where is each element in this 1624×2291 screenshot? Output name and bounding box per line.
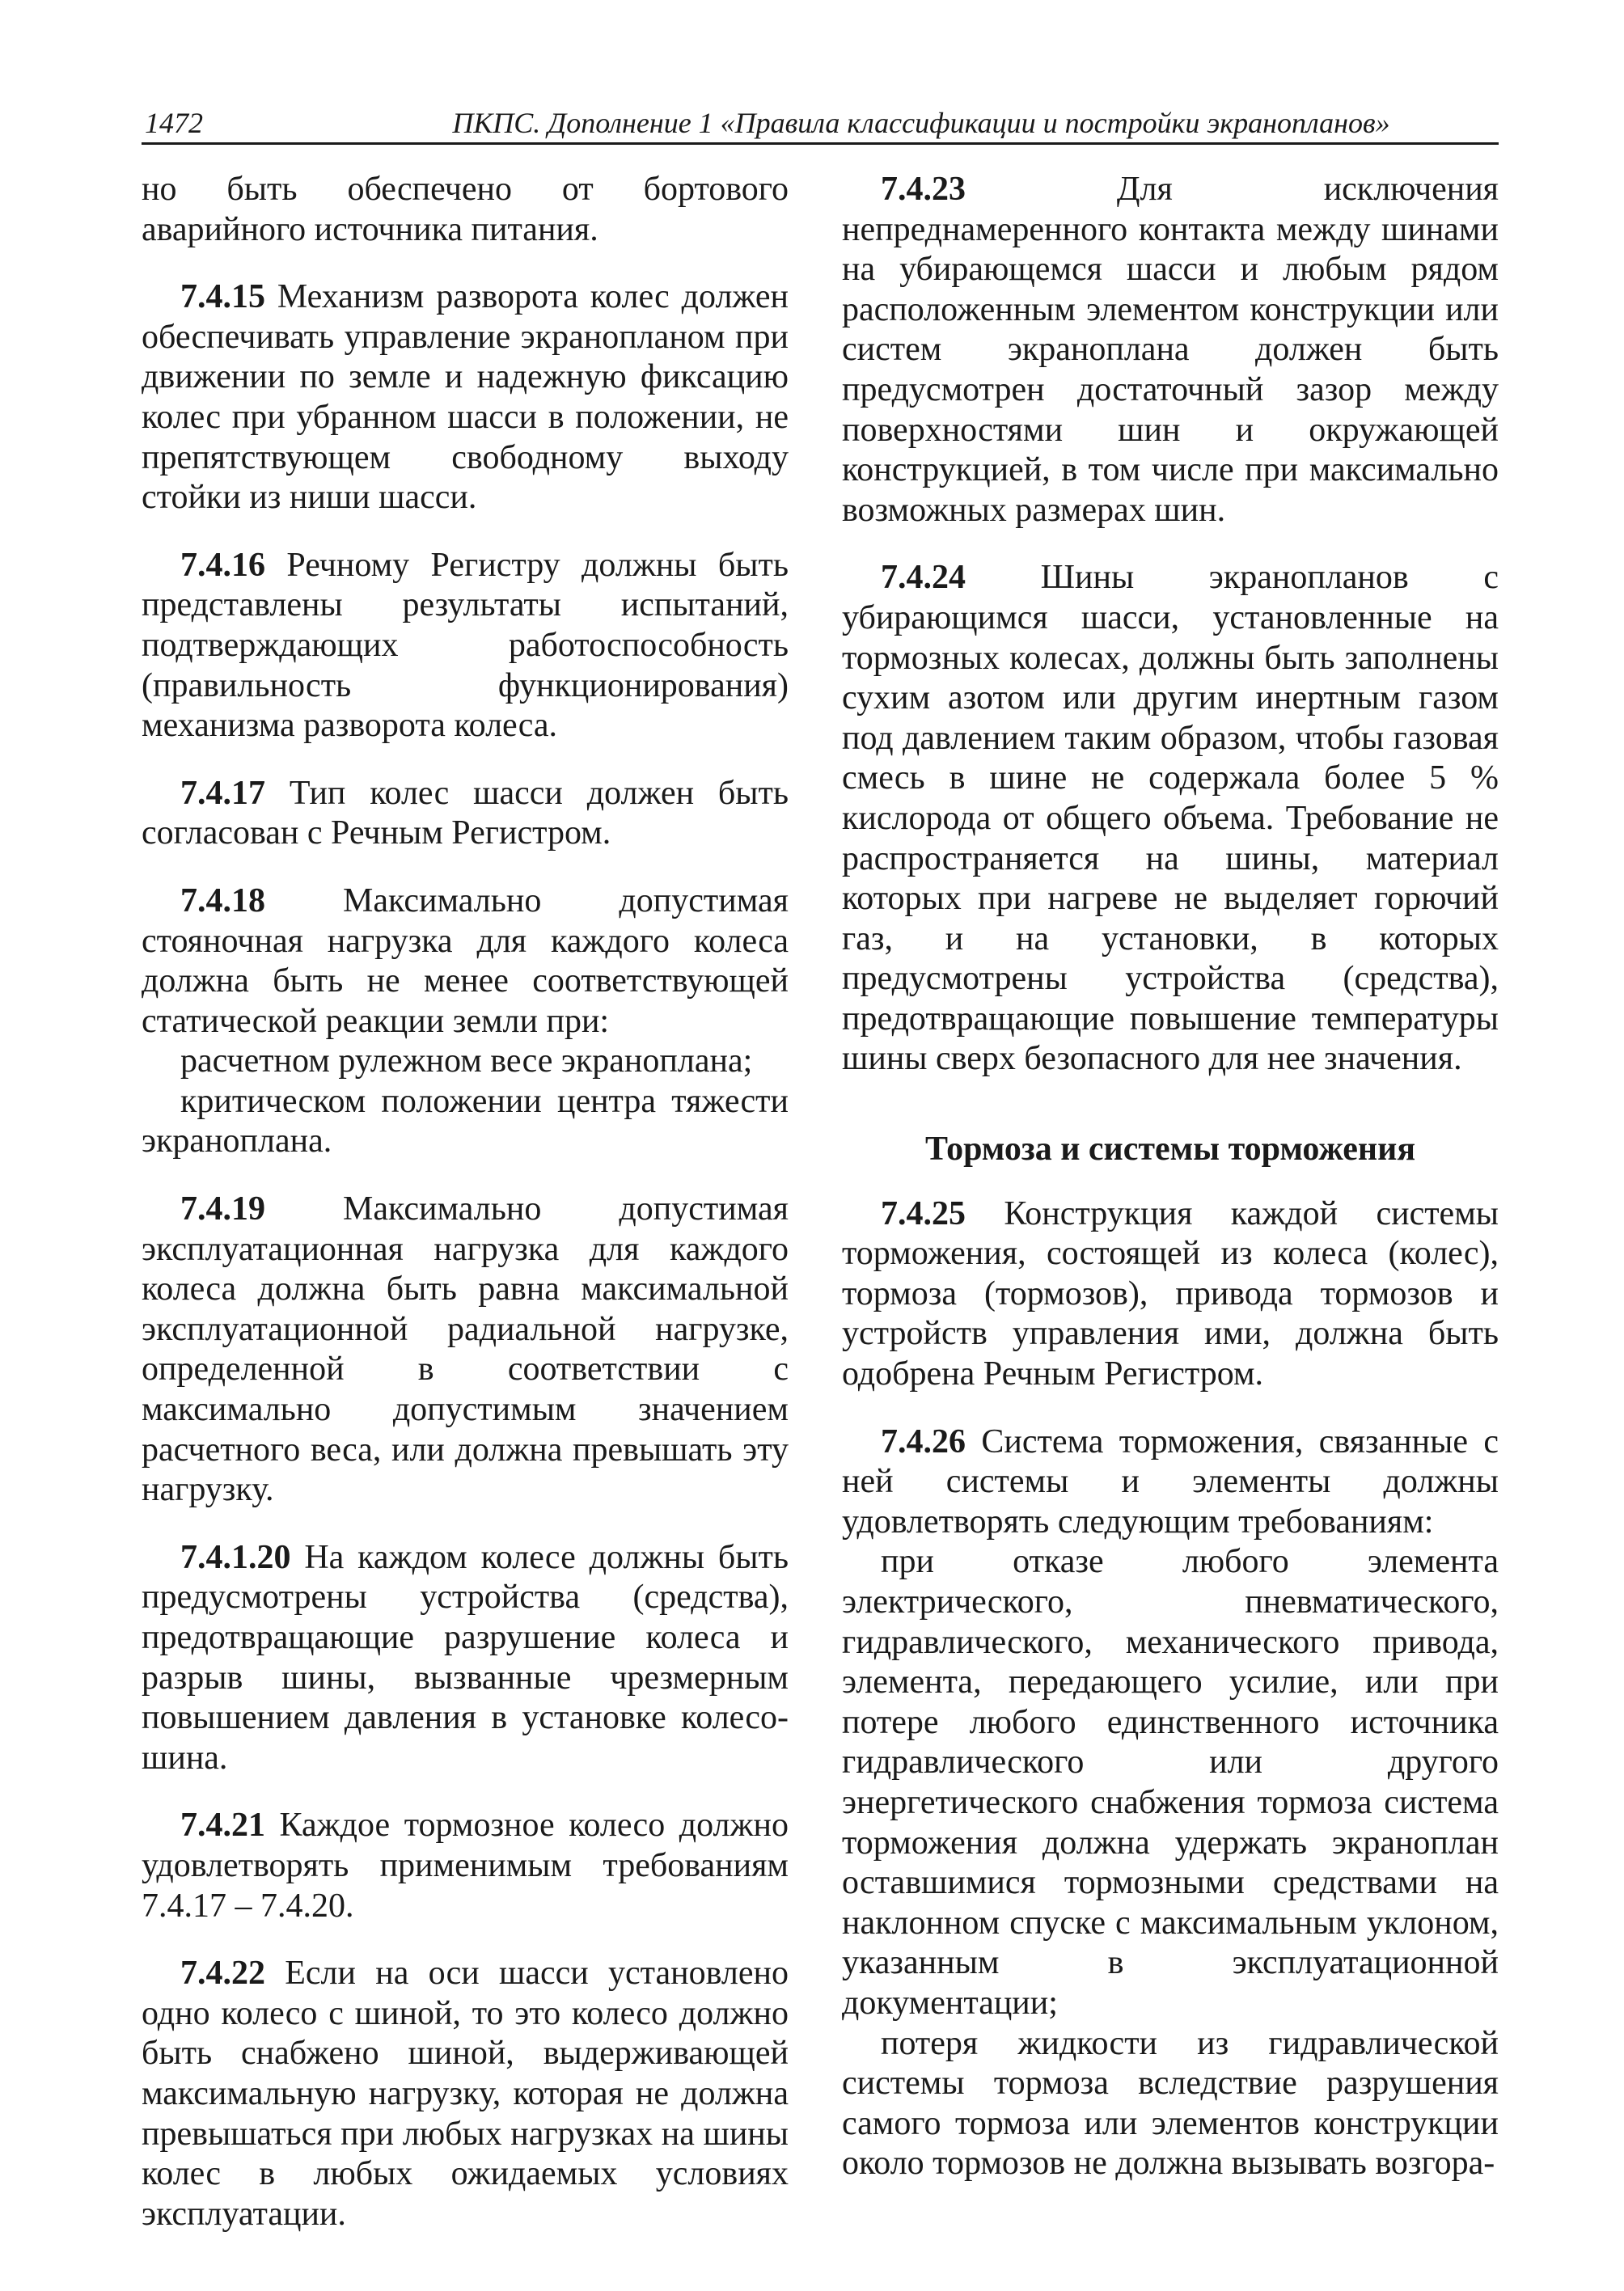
clause-text: Каждое тормозное колесо должно удовлетворять применимым требованиям 7.4.17 – 7.4.20. [142, 1807, 789, 1925]
clause-text: Тип колес шасси должен быть согласован с Речным Регистром. [142, 774, 789, 852]
clause-text: Для исключения непреднамеренного контакта между шинами на убирающемся шасси и любым рядом расположенным элементом конструкции или систем экраноплана должен быть предусмотрен достаточный зазор между поверхностями шин и окружающей конструкцией, в том числе при максимально возможных размерах шин. [842, 171, 1499, 529]
continuation-paragraph: но быть обеспечено от бортового аварийного источника питания. [142, 171, 789, 248]
list-item: потеря жидкости из гидравлической системы тормоза вследствие разрушения самого тормоза или элементов конструкции около тормозов не должна вызывать возгора- [842, 2024, 1499, 2183]
clause-text: Конструкция каждой системы торможения, состоящей из колеса (колес), тормоза (тормозов), привода тормозов и устройств управления ими, должна быть одобрена Речным Регистром. [842, 1194, 1499, 1393]
clause-7-4-18 [142, 881, 789, 1042]
clause-number: 7.4.16 [180, 546, 265, 584]
clause-7-4-17 [142, 774, 789, 854]
page-header [142, 104, 1499, 145]
clause-7-4-15 [142, 277, 789, 518]
clause-text: Речному Регистру должны быть представлены результаты испытаний, подтверждающих работоспособность (правильность функционирования) механизма разворота колеса. [142, 546, 789, 745]
clause-number: 7.4.19 [180, 1190, 265, 1228]
clause-7-4-25 [842, 1194, 1499, 1395]
clause-7-4-21 [142, 1806, 789, 1926]
clause-text: Максимально допустимая эксплуатационная нагрузка для каждого колеса должна быть равна максимальной эксплуатационной радиальной нагрузке, определенной в соответствии с максимально допустимым значением расчетного веса, или должна превышать эту нагрузку. [142, 1190, 789, 1509]
list-item: критическом положении центра тяжести экраноплана. [142, 1082, 789, 1160]
clause-number: 7.4.21 [180, 1807, 265, 1845]
clause-number: 7.4.24 [881, 559, 966, 597]
clause-7-4-1-20 [142, 1538, 789, 1779]
clause-7-4-16 [142, 546, 789, 746]
list-item: расчетном рулежном весе экраноплана; [180, 1042, 753, 1080]
clause-7-4-22 [142, 1954, 789, 2234]
clause-number: 7.4.25 [881, 1194, 966, 1232]
left-column [142, 170, 789, 2262]
clause-text: Механизм разворота колес должен обеспечивать управление экранопланом при движении по земле и надежную фиксацию колес при убранном шасси в положении, не препятствующем свободному выходу стойки из ниши шасси. [142, 278, 789, 517]
clause-7-4-19 [142, 1190, 789, 1511]
clause-number: 7.4.17 [180, 774, 265, 812]
clause-7-4-23 [842, 170, 1499, 530]
clause-number: 7.4.18 [180, 881, 265, 919]
running-title: ПКПС. Дополнение 1 «Правила классификации и постройки экранопланов» [452, 107, 1390, 139]
clause-text: Шины экранопланов с убирающимся шасси, установленные на тормозных колесах, должны быть заполнены сухим азотом или другим инертным газом под давлением таким образом, чтобы газовая смесь в шине не содержала более 5 % кислорода от общего объема. Требование не распространяется на шины, материал которых при нагреве не выделяет горючий газ, и на установки, в которых предусмотрены устройства (средства), предотвращающие повышение температуры шины сверх безопасного для нее значения. [842, 559, 1499, 1078]
section-title: Тормоза и системы торможения [924, 1131, 1416, 1169]
clause-text: Максимально допустимая стояночная нагрузка для каждого колеса должна быть не менее соответствующей статической реакции земли при: [142, 881, 789, 1040]
right-column [842, 170, 1499, 2184]
clause-number: 7.4.1.20 [180, 1538, 291, 1576]
clause-text: На каждом колесе должны быть предусмотрены устройства (средства), предотвращающие разрушение колеса и разрыв шины, вызванные чрезмерным повышением давления в установке колесо-шина. [142, 1538, 789, 1777]
clause-text: Если на оси шасси установлено одно колесо с шиной, то это колесо должно быть снабжено шиной, выдерживающей максимальную нагрузку, которая не должна превышаться при любых нагрузках на шины колес в любых ожидаемых условиях эксплуатации. [142, 1955, 789, 2233]
clause-7-4-24 [842, 558, 1499, 1080]
clause-number: 7.4.15 [180, 278, 265, 316]
clause-text: Система торможения, связанные с ней системы и элементы должны удовлетворять следующим требованиям: [842, 1422, 1499, 1541]
clause-number: 7.4.26 [881, 1422, 966, 1460]
clause-7-4-26 [842, 1422, 1499, 1543]
clause-number: 7.4.23 [881, 171, 966, 208]
page-number: 1472 [145, 107, 203, 139]
list-item: при отказе любого элемента электрического, пневматического, гидравлического, механического привода, элемента, передающего усилие, или при потере любого единственного источника гидравлического или другого энергетического снабжения тормоза система торможения должна удержать экраноплан оставшимися тормозными средствами на наклонном спуске с максимальным уклоном, указанным в эксплуатационной документации; [842, 1543, 1499, 2022]
clause-number: 7.4.22 [180, 1955, 265, 1993]
